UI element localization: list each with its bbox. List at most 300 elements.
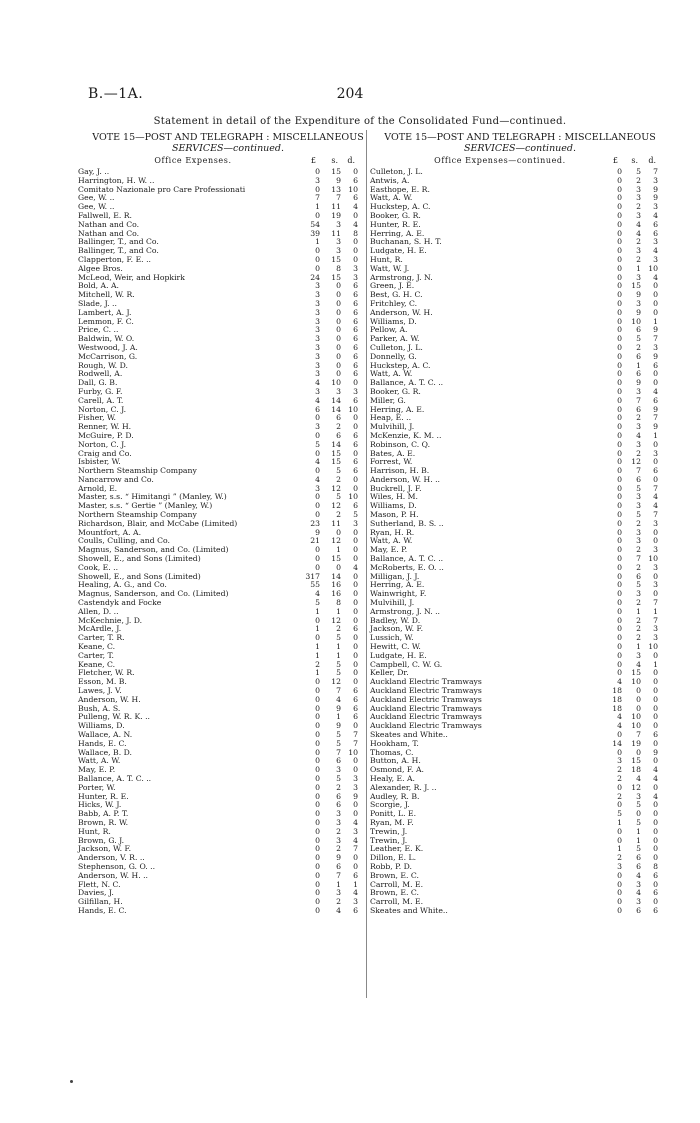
amount-shillings: 3 <box>636 791 641 801</box>
amount-shillings: 0 <box>336 290 341 300</box>
table-row <box>370 828 670 837</box>
amount-shillings: 4 <box>636 219 641 229</box>
amount-pounds: 3 <box>315 298 320 308</box>
amount-pounds: 24 <box>310 272 320 282</box>
payee-name: Hunter, R. E. <box>78 791 129 801</box>
table-row <box>370 740 670 749</box>
payee-name: Anderson, W. H. .. <box>370 474 440 484</box>
amount-shillings: 3 <box>636 298 641 308</box>
amount-pence: 10 <box>348 492 358 502</box>
amount-shillings: 15 <box>331 254 341 264</box>
amount-shillings: 7 <box>636 554 641 564</box>
amount-pounds: 18 <box>612 694 622 704</box>
amount-pounds: 1 <box>617 844 622 854</box>
amount-pence: 4 <box>353 835 358 845</box>
payee-name: Armstrong, J. N. .. <box>370 606 440 616</box>
amount-pounds: 0 <box>315 430 320 440</box>
amount-pounds: 0 <box>315 844 320 854</box>
table-row <box>78 555 378 564</box>
amount-pence: 0 <box>653 738 658 748</box>
payee-name: Pellow, A. <box>370 325 408 335</box>
table-row <box>370 661 670 670</box>
payee-name: Watt, A. W. <box>370 369 413 379</box>
amount-pence: 0 <box>353 606 358 616</box>
payee-name: Anderson, W. H. .. <box>78 870 148 880</box>
amount-pounds: 3 <box>315 483 320 493</box>
amount-pence: 4 <box>353 202 358 212</box>
pence-header: d. <box>347 156 355 165</box>
table-row <box>78 775 378 784</box>
vote-heading <box>370 132 670 154</box>
amount-pence: 0 <box>353 659 358 669</box>
amount-pence: 8 <box>353 228 358 238</box>
amount-pence: 6 <box>353 905 358 915</box>
payee-name: Heap, E. .. <box>370 413 412 423</box>
amount-pence: 4 <box>353 219 358 229</box>
pounds-header: £ <box>612 156 618 165</box>
amount-pence: 3 <box>653 237 658 247</box>
amount-pounds: 0 <box>617 281 622 291</box>
amount-pounds: 2 <box>617 853 622 863</box>
amount-pounds: 0 <box>315 765 320 775</box>
amount-pence: 0 <box>353 545 358 555</box>
amount-pounds: 0 <box>315 210 320 220</box>
amount-pounds: 0 <box>315 782 320 792</box>
amount-shillings: 3 <box>636 492 641 502</box>
amount-pounds: 0 <box>315 615 320 625</box>
vote-heading-line2: SERVICES—continued. <box>463 143 577 154</box>
amount-pounds: 14 <box>612 738 622 748</box>
payee-name: Herring, A. E. <box>370 580 425 590</box>
payee-name: Renner, W. H. <box>78 422 132 432</box>
amount-pence: 0 <box>353 422 358 432</box>
amount-shillings: 3 <box>636 386 641 396</box>
amount-pounds: 0 <box>315 888 320 898</box>
amount-shillings: 11 <box>331 228 341 238</box>
amount-pence: 6 <box>353 307 358 317</box>
amount-pounds: 0 <box>617 800 622 810</box>
amount-pounds: 0 <box>315 721 320 731</box>
amount-pounds: 0 <box>315 686 320 696</box>
payee-name: Furby, G. F. <box>78 386 123 396</box>
amount-pounds: 3 <box>315 369 320 379</box>
amount-shillings: 7 <box>336 870 341 880</box>
payee-name: Armstrong, J. N. <box>370 272 433 282</box>
amount-shillings: 9 <box>636 307 641 317</box>
table-row <box>78 652 378 661</box>
payee-name: Magnus, Sanderson, and Co. (Limited) <box>78 589 229 599</box>
page-number: 204 <box>336 86 364 102</box>
amount-shillings: 1 <box>636 642 641 652</box>
amount-pence: 6 <box>653 905 658 915</box>
amount-pence: 0 <box>353 571 358 581</box>
amount-shillings: 2 <box>336 826 341 836</box>
amount-pounds: 4 <box>617 677 622 687</box>
amount-pounds: 1 <box>315 202 320 212</box>
amount-pounds: 0 <box>617 413 622 423</box>
amount-pounds: 0 <box>315 905 320 915</box>
amount-pence: 7 <box>653 483 658 493</box>
table-row <box>370 168 670 177</box>
amount-shillings: 19 <box>631 738 641 748</box>
payee-name: Comitato Nazionale pro Care Professionati <box>78 184 246 194</box>
amount-pence: 6 <box>353 193 358 203</box>
amount-pence: 0 <box>353 474 358 484</box>
amount-pounds: 0 <box>617 228 622 238</box>
amount-pounds: 1 <box>315 642 320 652</box>
amount-pence: 6 <box>353 501 358 511</box>
payee-name: Master, s.s. “ Himitangi ” (Manley, W.) <box>78 492 227 502</box>
amount-pence: 3 <box>653 518 658 528</box>
amount-pounds: 0 <box>315 246 320 256</box>
table-row <box>78 643 378 652</box>
amount-pounds: 0 <box>617 835 622 845</box>
amount-shillings: 1 <box>336 642 341 652</box>
amount-shillings: 10 <box>631 712 641 722</box>
payee-name: Keane, C. <box>78 659 116 669</box>
amount-shillings: 5 <box>636 580 641 590</box>
amount-pence: 0 <box>353 210 358 220</box>
amount-pounds: 0 <box>617 826 622 836</box>
payee-name: Auckland Electric Tramways <box>370 694 482 704</box>
amount-pounds: 0 <box>617 272 622 282</box>
table-row <box>370 766 670 775</box>
amount-pounds: 0 <box>315 677 320 687</box>
amount-shillings: 15 <box>631 281 641 291</box>
amount-pence: 6 <box>353 290 358 300</box>
amount-pence: 0 <box>653 844 658 854</box>
amount-shillings: 2 <box>336 510 341 520</box>
amount-shillings: 10 <box>631 677 641 687</box>
amount-pence: 0 <box>653 782 658 792</box>
amount-pounds: 0 <box>315 712 320 722</box>
amount-shillings: 0 <box>336 307 341 317</box>
amount-pounds: 3 <box>315 334 320 344</box>
amount-shillings: 1 <box>336 712 341 722</box>
amount-pounds: 0 <box>617 378 622 388</box>
amount-pounds: 39 <box>310 228 320 238</box>
amount-pounds: 3 <box>315 290 320 300</box>
amount-pence: 6 <box>653 360 658 370</box>
amount-pence: 4 <box>353 817 358 827</box>
amount-pence: 6 <box>353 624 358 634</box>
amount-pounds: 0 <box>315 703 320 713</box>
amount-pence: 0 <box>353 598 358 608</box>
amount-pence: 6 <box>353 430 358 440</box>
amount-pounds: 0 <box>315 809 320 819</box>
amount-pounds: 0 <box>617 430 622 440</box>
payee-name: Huckstep, A. C. <box>370 202 431 212</box>
payee-name: Williams, D. <box>370 316 417 326</box>
amount-pounds: 0 <box>617 782 622 792</box>
amount-pounds: 0 <box>617 642 622 652</box>
payee-name: Castendyk and Focke <box>78 598 162 608</box>
amount-pounds: 4 <box>315 395 320 405</box>
amount-pence: 1 <box>653 316 658 326</box>
payee-name: Arnold, E. <box>78 483 118 493</box>
payee-name: Brown, E. C. <box>370 870 419 880</box>
amount-pounds: 0 <box>315 545 320 555</box>
amount-shillings: 3 <box>336 888 341 898</box>
amount-pounds: 0 <box>617 580 622 590</box>
amount-pounds: 3 <box>617 756 622 766</box>
amount-pounds: 0 <box>617 501 622 511</box>
amount-pounds: 0 <box>617 290 622 300</box>
payee-name: Keane, C. <box>78 642 116 652</box>
payee-name: Ryan, M. F. <box>370 817 414 827</box>
amount-pence: 3 <box>653 202 658 212</box>
amount-pounds: 0 <box>315 448 320 458</box>
amount-shillings: 9 <box>336 853 341 863</box>
amount-shillings: 3 <box>636 527 641 537</box>
payee-name: Ballance, A. T. C. .. <box>370 378 444 388</box>
amount-pence: 0 <box>353 554 358 564</box>
payee-name: Allen, D. .. <box>78 606 119 616</box>
payee-name: Cook, E. .. <box>78 562 119 572</box>
amount-pounds: 2 <box>617 791 622 801</box>
amount-pence: 7 <box>653 598 658 608</box>
amount-shillings: 5 <box>336 668 341 678</box>
payee-name: Easthope, E. R. <box>370 184 430 194</box>
payee-name: Buckrell, J. F. <box>370 483 422 493</box>
amount-shillings: 10 <box>631 721 641 731</box>
table-row <box>78 757 378 766</box>
payee-name: McArdle, J. <box>78 624 122 634</box>
amount-shillings: 9 <box>336 703 341 713</box>
amount-pence: 0 <box>653 835 658 845</box>
amount-pence: 0 <box>353 254 358 264</box>
amount-pence: 7 <box>653 413 658 423</box>
payee-name: Coulls, Culling, and Co. <box>78 536 170 546</box>
payee-name: Sutherland, B. S. .. <box>370 518 444 528</box>
amount-shillings: 2 <box>636 562 641 572</box>
amount-shillings: 12 <box>331 615 341 625</box>
payee-name: Keller, Dr. <box>370 668 409 678</box>
amount-shillings: 1 <box>636 835 641 845</box>
amount-pence: 0 <box>353 483 358 493</box>
amount-shillings: 1 <box>336 650 341 660</box>
amount-pounds: 0 <box>617 527 622 537</box>
payee-name: Alexander, R. J. .. <box>370 782 437 792</box>
amount-pence: 7 <box>353 844 358 854</box>
amount-pence: 0 <box>653 571 658 581</box>
payee-name: Carell, A. T. <box>78 395 124 405</box>
amount-pence: 9 <box>653 184 658 194</box>
amount-pounds: 0 <box>315 413 320 423</box>
amount-pounds: 0 <box>617 747 622 757</box>
payee-name: Osmond, F. A. <box>370 765 424 775</box>
payee-name: Milligan, J. J. <box>370 571 420 581</box>
amount-shillings: 15 <box>331 272 341 282</box>
expense-rows <box>370 168 670 916</box>
amount-pounds: 0 <box>617 386 622 396</box>
amount-shillings: 5 <box>636 844 641 854</box>
amount-pence: 6 <box>353 298 358 308</box>
payee-name: Mulvihill, J. <box>370 422 415 432</box>
payee-name: Buchanan, S. H. T. <box>370 237 442 247</box>
payee-name: Brown, E. C. <box>370 888 419 898</box>
amount-shillings: 7 <box>336 193 341 203</box>
amount-shillings: 5 <box>336 738 341 748</box>
amount-pounds: 0 <box>315 756 320 766</box>
amount-pence: 3 <box>353 897 358 907</box>
amount-pence: 6 <box>353 870 358 880</box>
amount-pounds: 0 <box>617 334 622 344</box>
payee-name: Ballance, A. T. C. .. <box>370 554 444 564</box>
amount-shillings: 15 <box>331 457 341 467</box>
table-row <box>78 634 378 643</box>
amount-shillings: 11 <box>331 518 341 528</box>
payee-name: Mountfort, A. A. <box>78 527 142 537</box>
amount-pounds: 0 <box>617 325 622 335</box>
amount-pounds: 0 <box>315 817 320 827</box>
amount-pence: 0 <box>653 369 658 379</box>
statement-title: Statement in detail of the Expenditure of the Consolidated Fund—continued. <box>153 116 567 127</box>
amount-pence: 6 <box>353 342 358 352</box>
table-row <box>78 872 378 881</box>
amount-pounds: 21 <box>310 536 320 546</box>
payee-name: Thomas, C. <box>370 747 414 757</box>
amount-pounds: 0 <box>617 879 622 889</box>
amount-shillings: 4 <box>636 888 641 898</box>
amount-shillings: 3 <box>636 272 641 282</box>
amount-pence: 6 <box>353 281 358 291</box>
payee-name: Fritchley, C. <box>370 298 418 308</box>
table-row <box>78 274 378 283</box>
amount-pence: 3 <box>653 545 658 555</box>
amount-pence: 0 <box>653 817 658 827</box>
vote-heading-line1: VOTE 15—POST AND TELEGRAPH : MISCELLANEOUS <box>384 132 656 143</box>
amount-pence: 7 <box>353 730 358 739</box>
amount-shillings: 10 <box>631 316 641 326</box>
amount-shillings: 2 <box>636 448 641 458</box>
amount-pounds: 5 <box>315 598 320 608</box>
amount-pence: 4 <box>353 888 358 898</box>
amount-pence: 0 <box>353 633 358 643</box>
amount-pence: 0 <box>353 246 358 256</box>
payee-name: Hewitt, C. W. <box>370 642 421 652</box>
amount-pounds: 0 <box>315 870 320 880</box>
amount-pence: 0 <box>653 668 658 678</box>
payee-name: Ballinger, T., and Co. <box>78 246 159 256</box>
amount-pence: 4 <box>653 210 658 220</box>
amount-pence: 4 <box>653 272 658 282</box>
amount-shillings: 2 <box>636 598 641 608</box>
amount-pence: 6 <box>353 439 358 449</box>
payee-name: Porter, W. <box>78 782 116 792</box>
amount-shillings: 14 <box>331 439 341 449</box>
amount-pounds: 3 <box>315 307 320 317</box>
amount-shillings: 3 <box>336 219 341 229</box>
amount-pence: 0 <box>353 642 358 652</box>
amount-shillings: 9 <box>636 378 641 388</box>
payee-name: Antwis, A. <box>370 175 410 185</box>
payee-name: Williams, D. <box>370 501 417 511</box>
payee-name: Davies, J. <box>78 888 114 898</box>
payee-name: Jackson, W. F. <box>78 844 132 854</box>
amount-pence: 3 <box>653 342 658 352</box>
amount-pence: 0 <box>353 378 358 388</box>
amount-shillings: 6 <box>636 474 641 484</box>
amount-pence: 0 <box>353 580 358 590</box>
amount-shillings: 3 <box>336 386 341 396</box>
amount-pence: 3 <box>653 562 658 572</box>
amount-pounds: 0 <box>617 483 622 493</box>
payee-name: Pulleng, W. R. K. .. <box>78 712 150 722</box>
amount-pounds: 0 <box>315 861 320 871</box>
payee-name: Westwood, J. A. <box>78 342 138 352</box>
amount-pounds: 0 <box>617 650 622 660</box>
payee-name: Brown, G. J. <box>78 835 125 845</box>
amount-shillings: 16 <box>331 580 341 590</box>
amount-shillings: 6 <box>336 413 341 423</box>
table-row <box>370 274 670 283</box>
amount-pounds: 0 <box>617 246 622 256</box>
amount-shillings: 2 <box>636 633 641 643</box>
amount-shillings: 1 <box>636 606 641 616</box>
amount-pounds: 0 <box>617 369 622 379</box>
amount-pence: 0 <box>353 721 358 731</box>
table-row <box>78 793 378 802</box>
payee-name: Miller, G. <box>370 395 406 405</box>
amount-pounds: 0 <box>617 342 622 352</box>
amount-shillings: 3 <box>636 897 641 907</box>
amount-shillings: 8 <box>336 263 341 273</box>
amount-shillings: 15 <box>331 554 341 564</box>
payee-name: Ludgate, H. E. <box>370 246 427 256</box>
amount-pence: 1 <box>653 659 658 669</box>
amount-pounds: 0 <box>617 351 622 361</box>
amount-pounds: 0 <box>617 888 622 898</box>
amount-shillings: 2 <box>636 202 641 212</box>
left-column <box>78 132 378 916</box>
amount-pence: 0 <box>353 167 358 176</box>
amount-pence: 9 <box>653 325 658 335</box>
amount-pence: 8 <box>653 861 658 871</box>
document-reference: B.—1A. <box>88 86 144 102</box>
amount-pounds: 5 <box>617 809 622 819</box>
amount-shillings: 16 <box>331 589 341 599</box>
amount-pence: 10 <box>648 642 658 652</box>
table-row <box>370 793 670 802</box>
amount-pounds: 0 <box>315 738 320 748</box>
amount-pounds: 0 <box>617 870 622 880</box>
amount-pence: 0 <box>353 861 358 871</box>
table-row <box>78 318 378 327</box>
amount-pounds: 5 <box>315 439 320 449</box>
amount-shillings: 1 <box>636 263 641 273</box>
amount-pence: 0 <box>653 298 658 308</box>
amount-shillings: 5 <box>336 492 341 502</box>
amount-pounds: 0 <box>617 175 622 185</box>
amount-shillings: 0 <box>336 325 341 335</box>
amount-pounds: 0 <box>617 897 622 907</box>
payee-name: Trewin, J. <box>370 826 408 836</box>
payee-name: Gee, W. .. <box>78 202 115 212</box>
amount-pounds: 54 <box>310 219 320 229</box>
payee-name: McCarrison, G. <box>78 351 138 361</box>
amount-pounds: 0 <box>617 659 622 669</box>
amount-pounds: 0 <box>617 210 622 220</box>
amount-shillings: 9 <box>336 721 341 731</box>
amount-pence: 0 <box>653 756 658 766</box>
amount-shillings: 2 <box>336 782 341 792</box>
amount-pounds: 0 <box>617 615 622 625</box>
table-row <box>370 441 670 450</box>
amount-pence: 3 <box>353 826 358 836</box>
amount-pence: 0 <box>653 589 658 599</box>
amount-pounds: 3 <box>315 422 320 432</box>
